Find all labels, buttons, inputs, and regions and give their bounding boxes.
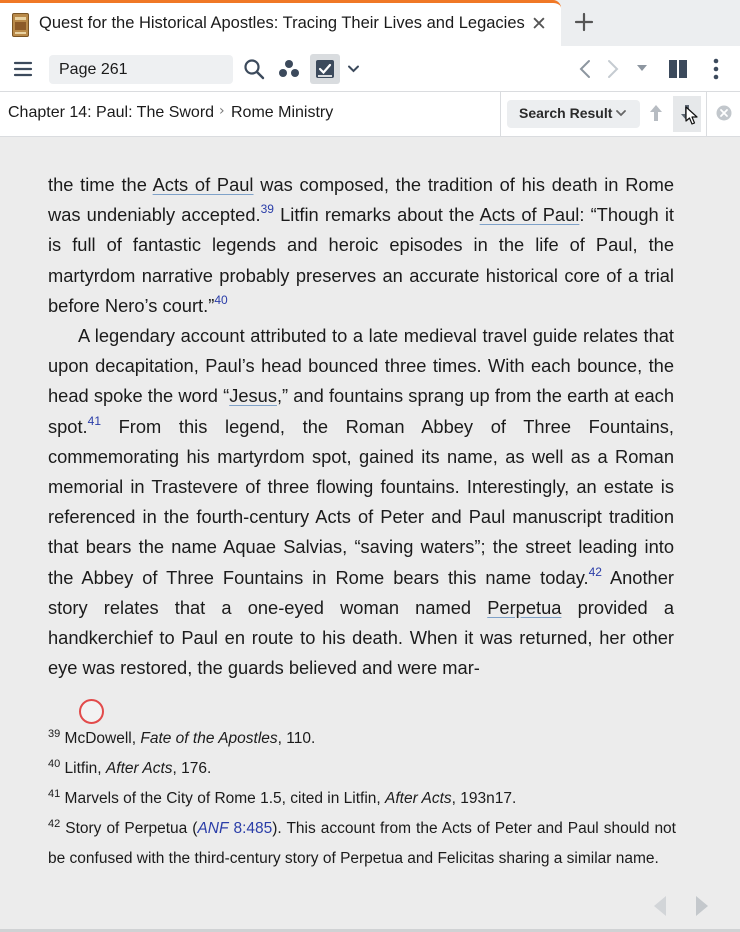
footnote-ref-39[interactable]: 39 — [260, 202, 274, 217]
forward-icon[interactable] — [606, 59, 620, 79]
breadcrumb-section[interactable]: Rome Ministry — [231, 104, 334, 121]
footnote-number: 40 — [48, 757, 61, 770]
book-cover-icon — [12, 13, 29, 37]
text-run: provided a handkerchief to Paul en route to his death. When it was returned, her other eye was restored, the guards believed and were mar- — [48, 596, 675, 679]
chevron-down-icon — [616, 108, 626, 118]
footnote-40 — [48, 754, 676, 784]
tab-title: Quest for the Historical Apostles: Tracing Their Lives and Legacies — [39, 14, 525, 32]
menu-icon[interactable] — [13, 59, 33, 79]
active-tab[interactable] — [0, 0, 561, 46]
previous-result-icon[interactable] — [648, 103, 664, 123]
split-view-icon[interactable] — [668, 59, 688, 79]
link-acts-of-paul[interactable]: Acts of Paul — [152, 174, 254, 195]
footnote-title: Fate of the Apostles — [140, 730, 278, 747]
footnotes — [48, 724, 676, 874]
text-run: ). This account from the Acts of Peter and Paul should not be confused with the third-century story of Perpetua and Felicitas sharing a similar name. — [48, 820, 676, 867]
body-text — [48, 170, 674, 683]
previous-page-icon[interactable] — [652, 895, 668, 917]
text-run: the time the — [48, 174, 153, 195]
text-run: Story of Perpetua ( — [60, 820, 198, 837]
close-tab-icon[interactable]: ✕ — [531, 13, 547, 35]
search-result-label: Search Result — [519, 105, 613, 121]
checklist-icon — [315, 59, 335, 79]
page-number-input[interactable] — [49, 55, 233, 84]
text-run: : “Though it is full of fantastic legends and heroic episodes in the life of Paul, the martyrdom narrative probably preserves an accurate historical core of a trial before Nero’s court.” — [48, 204, 674, 316]
history-dropdown-icon[interactable] — [636, 64, 648, 72]
clear-search-icon[interactable] — [716, 105, 732, 121]
checklist-button[interactable] — [310, 54, 340, 84]
footnote-39 — [48, 724, 676, 754]
tab-bar — [0, 0, 740, 46]
footnote-title: After Acts — [105, 760, 173, 777]
footnote-number: 39 — [48, 727, 61, 740]
more-options-icon[interactable] — [712, 58, 720, 80]
people-icon[interactable] — [278, 59, 300, 79]
search-icon[interactable] — [243, 58, 265, 80]
breadcrumb-chapter[interactable]: Chapter 14: Paul: The Sword — [8, 104, 215, 121]
text-run: ,” and fountains sprang up from the earth at each spot. — [48, 385, 674, 437]
search-result-dropdown[interactable] — [507, 100, 640, 128]
footnote-ref-42[interactable]: 42 — [588, 564, 602, 579]
click-indicator — [79, 699, 104, 724]
paragraph-2 — [48, 321, 674, 683]
text-run: From this legend, the Roman Abbey of Three Fountains, commemorating his martyrdom spot, gained its name, as well as a Roman memorial in Trastevere of three flowing fountains. Interestingly, an estate is referenced in the fourth-century Acts of Peter and Paul manuscript tradition that bears the name Aquae Salvias, “saving waters”; the street leading into the Abbey of Three Fountains in Rome bears this name today. — [48, 415, 674, 588]
paragraph-1 — [48, 170, 674, 321]
text-run: , 176. — [172, 760, 212, 777]
back-icon[interactable] — [578, 59, 592, 79]
text-run: Litfin remarks about the — [273, 204, 480, 226]
next-page-icon[interactable] — [694, 895, 710, 917]
text-run: , 110. — [277, 730, 316, 747]
breadcrumb-divider — [500, 92, 501, 136]
link-jesus[interactable]: Jesus — [229, 385, 277, 407]
footnote-42 — [48, 814, 676, 874]
breadcrumb-divider — [706, 92, 707, 136]
mouse-pointer-icon — [685, 106, 699, 126]
new-tab-icon[interactable] — [572, 10, 596, 34]
link-perpetua[interactable]: Perpetua — [487, 596, 562, 618]
text-run: McDowell, — [60, 730, 141, 747]
footnote-41 — [48, 784, 676, 814]
footnote-number: 41 — [48, 787, 61, 800]
footnote-number: 42 — [48, 817, 61, 830]
text-run: A legendary account attributed to a late medieval travel guide relates that upon decapitation, Paul’s head bounced three times. With each bounce, the head spoke the word “ — [48, 325, 674, 407]
text-run: Another story relates that a one-eyed woman named — [48, 566, 674, 618]
chevron-down-icon[interactable] — [347, 63, 360, 75]
text-run: Marvels of the City of Rome 1.5, cited in Litfin, — [60, 790, 386, 807]
text-run: , 193n17. — [451, 790, 517, 807]
footnote-title: After Acts — [385, 790, 452, 807]
text-run: Litfin, — [60, 760, 106, 777]
next-result-button[interactable] — [673, 96, 701, 132]
footnote-ref-41[interactable]: 41 — [87, 413, 101, 428]
text-run: was composed, the tradition of his death in Rome was undeniably accepted. — [48, 174, 674, 226]
breadcrumb-separator: › — [219, 103, 225, 119]
link-anf-reference[interactable]: ANF — [197, 820, 229, 837]
footnote-ref-40[interactable]: 40 — [214, 292, 228, 307]
link-anf-reference[interactable]: 8:485 — [228, 820, 273, 837]
link-acts-of-paul[interactable]: Acts of Paul — [479, 204, 580, 226]
